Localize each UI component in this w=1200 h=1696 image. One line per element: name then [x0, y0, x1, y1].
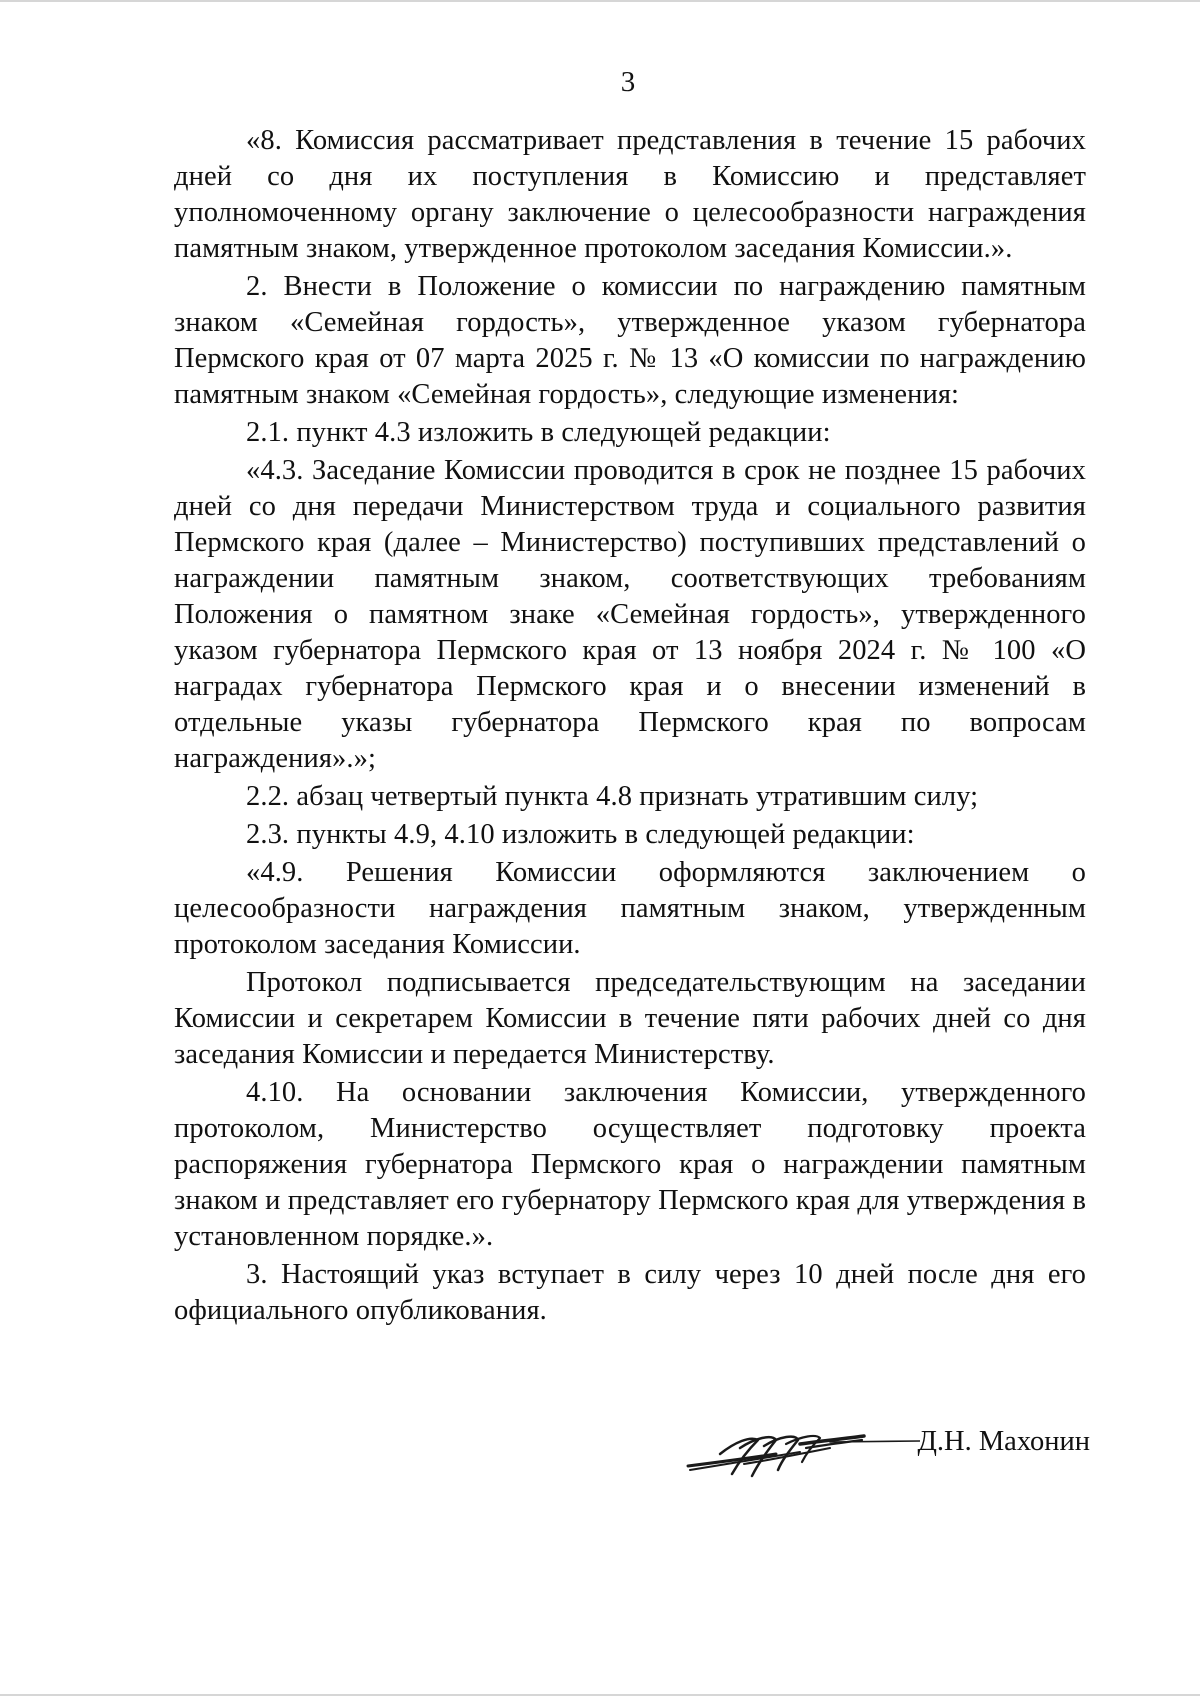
handwritten-signature [680, 1414, 920, 1484]
paragraph-section-2-2: 2.2. абзац четвертый пункта 4.8 признать утратившим силу; [246, 781, 979, 812]
paragraph-section-2-3: 2.3. пункты 4.9, 4.10 изложить в следующей редакции: [246, 819, 915, 850]
scan-edge-top [0, 0, 1200, 2]
paragraph-item-4-3: «4.3. Заседание Комиссии проводится в срок не позднее 15 рабочих дней со дня передачи Министерством труда и социального развития Пермского края (далее – Министерство) поступивших представлений о награждении памятным знаком, соответствующих требованиям Положения о памятном знаке «Семейная гордость», утвержденного указом губернатора Пермского края от 13 ноября 2024 г. № 100 «О наградах губернатора Пермского края и о внесении изменений в отдельные указы губернатора Пермского края по вопросам награждения».»; [174, 455, 1086, 774]
paragraph-item-4-9: «4.9. Решения Комиссии оформляются заключением о целесообразности награждения памятным знаком, утвержденным протоколом заседания Комиссии. [174, 857, 1086, 960]
paragraph-section-3: 3. Настоящий указ вступает в силу через 10 дней после дня его официального опубликования. [174, 1259, 1086, 1326]
document-body [174, 123, 1086, 1331]
signatory-name: Д.Н. Махонин [917, 1426, 1090, 1457]
paragraph-item-8: «8. Комиссия рассматривает представления в течение 15 рабочих дней со дня их поступления в Комиссию и представляет уполномоченному органу заключение о целесообразности награждения памятным знаком, утвержденное протоколом заседания Комиссии.». [174, 125, 1086, 264]
signature-block [680, 1414, 1090, 1484]
paragraph-item-4-10: 4.10. На основании заключения Комиссии, утвержденного протоколом, Министерство осуществляет подготовку проекта распоряжения губернатора Пермского края о награждении памятным знаком и представляет его губернатору Пермского края для утверждения в установленном порядке.». [174, 1077, 1086, 1252]
paragraph-section-2-1: 2.1. пункт 4.3 изложить в следующей редакции: [246, 417, 831, 448]
page-number: 3 [620, 66, 636, 98]
paragraph-protocol: Протокол подписывается председательствующим на заседании Комиссии и секретарем Комиссии в течение пяти рабочих дней со дня заседания Комиссии и передается Министерству. [174, 967, 1086, 1070]
paragraph-section-2: 2. Внести в Положение о комиссии по награждению памятным знаком «Семейная гордость», утвержденное указом губернатора Пермского края от 07 марта 2025 г. № 13 «О комиссии по награждению памятным знаком «Семейная гордость», следующие изменения: [174, 271, 1086, 410]
